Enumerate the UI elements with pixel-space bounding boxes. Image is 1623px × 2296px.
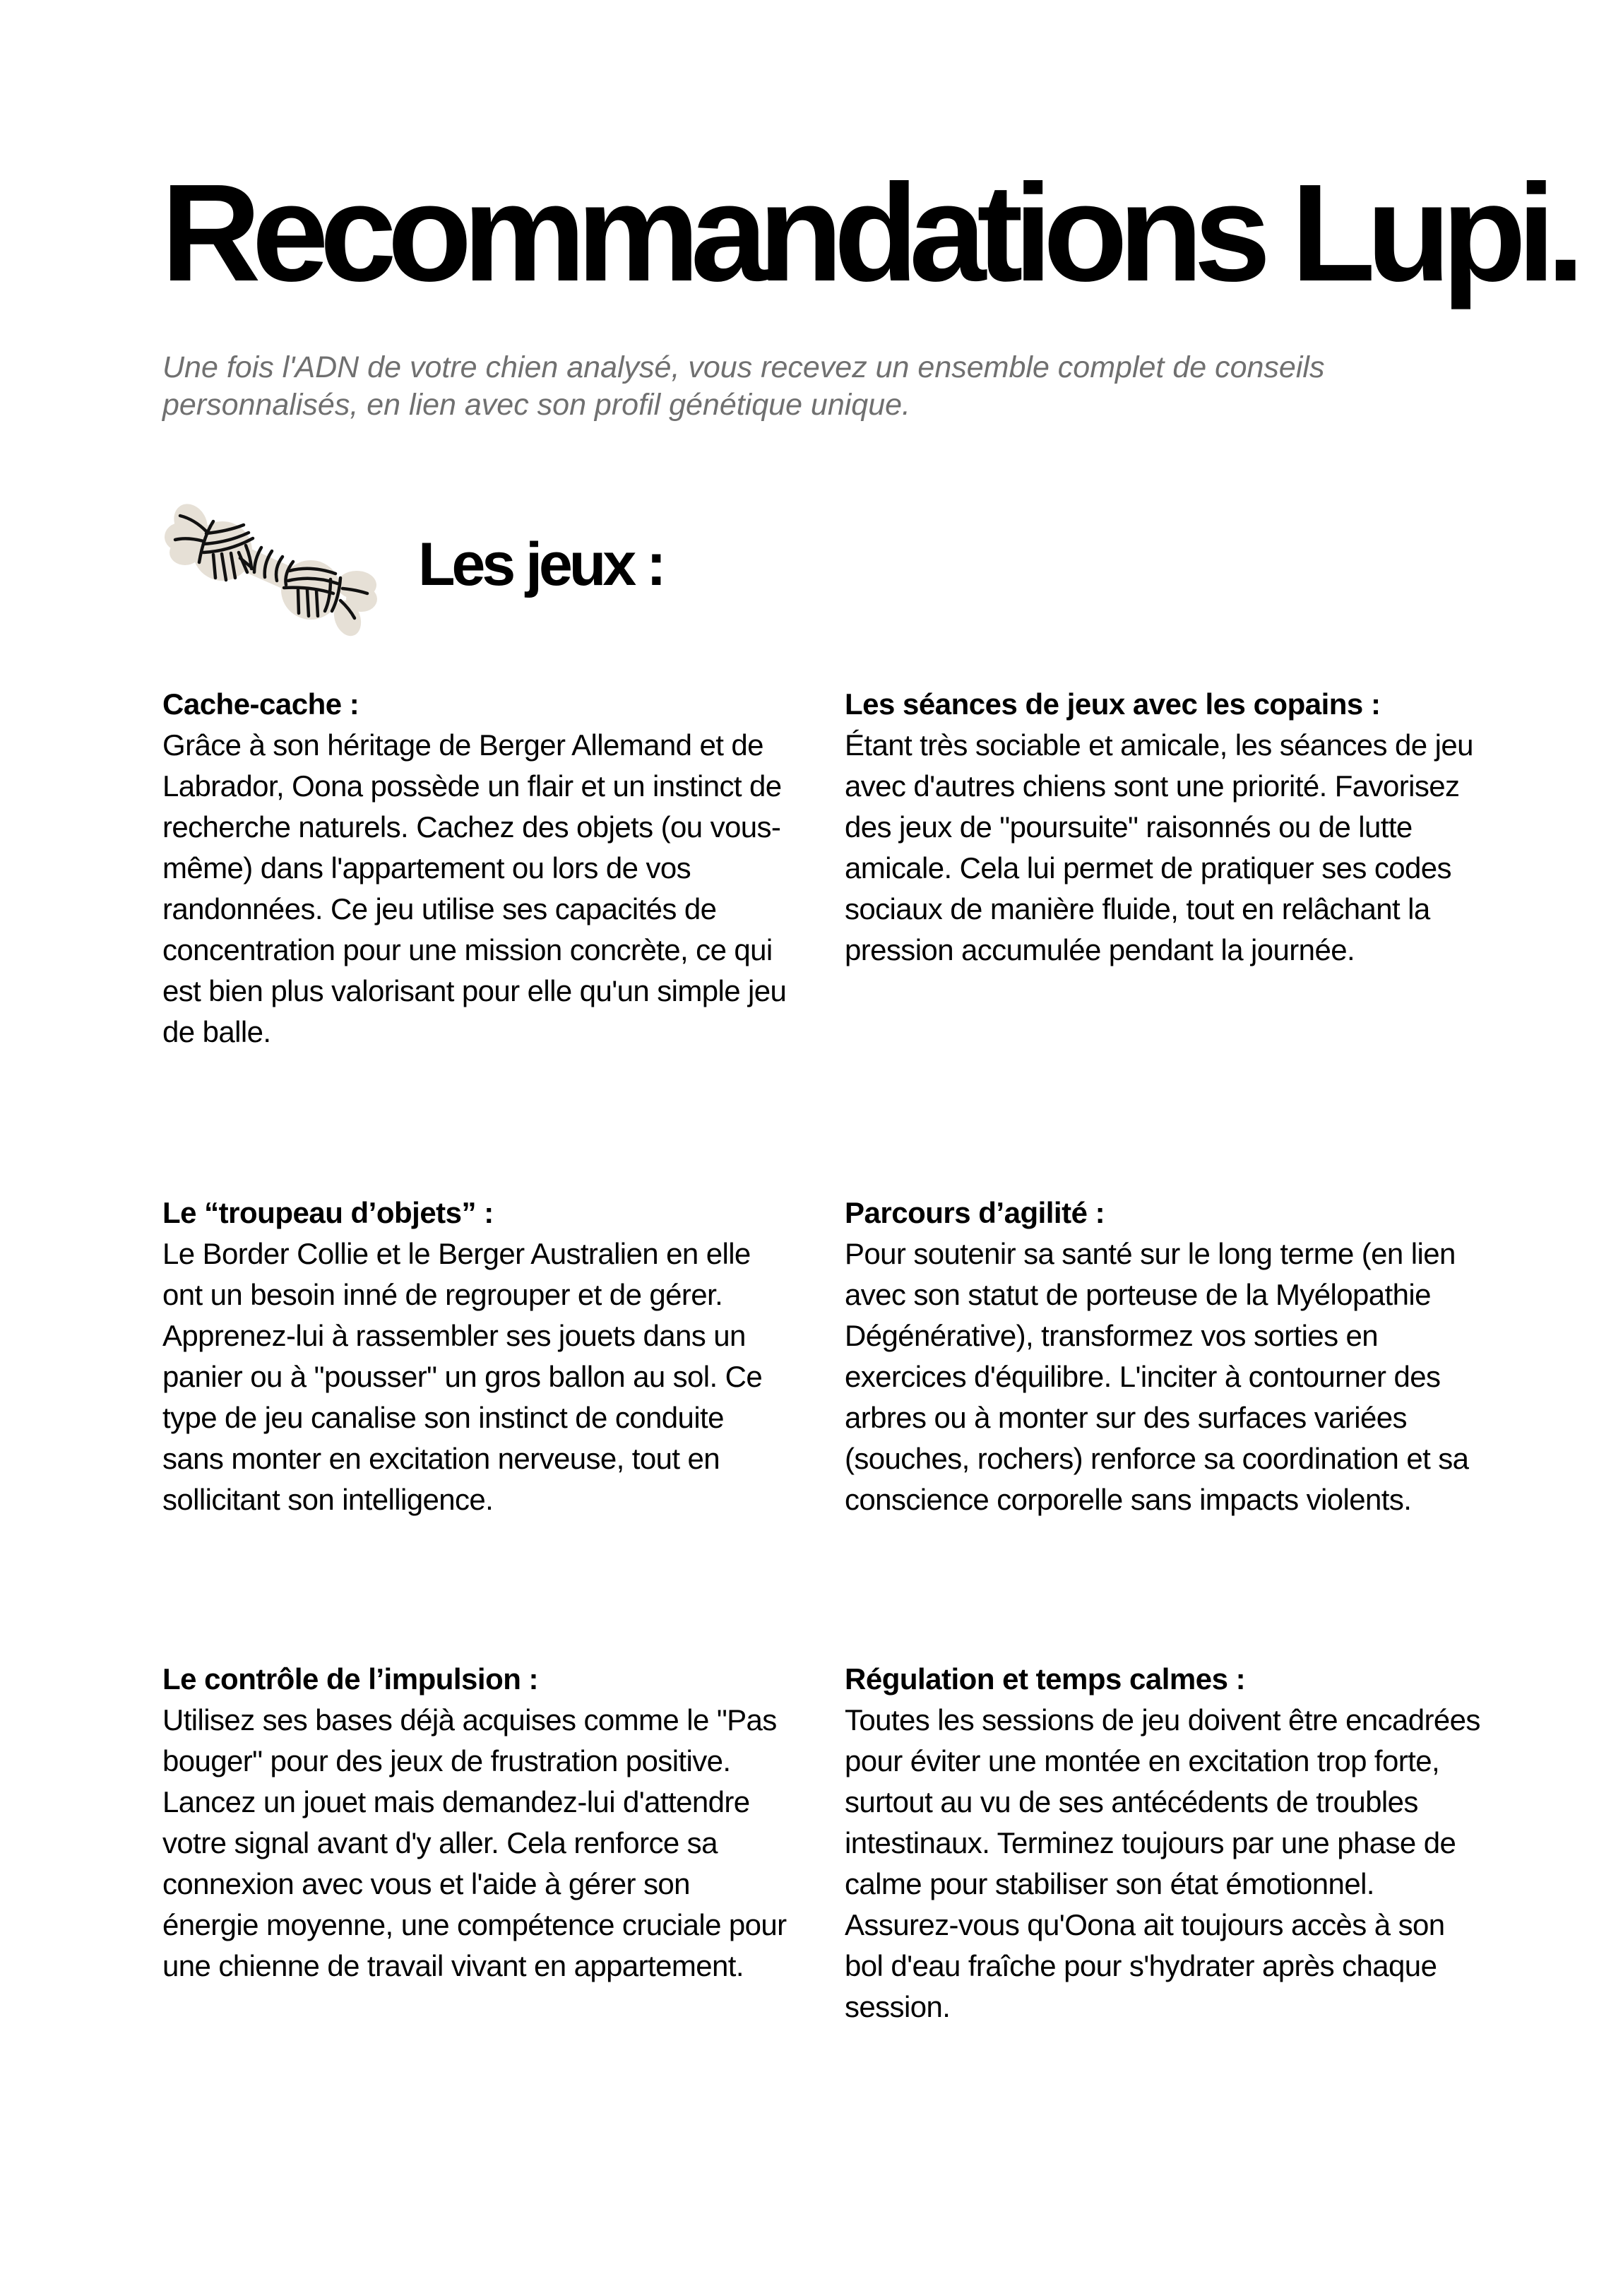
section-header-games — [162, 495, 869, 650]
card-body: Le Border Collie et le Berger Australien en elle ont un besoin inné de regrouper et de gérer. Apprenez-lui à rassembler ses jouets dans un panier ou à "pousser" un gros ballon au sol. Ce type de jeu canalise son instinct de conduite sans monter en excitation nerveuse, tout en sollicitant son intelligence. — [162, 1237, 763, 1516]
card-title: Parcours d’agilité : — [845, 1196, 1105, 1229]
card-title: Les séances de jeux avec les copains : — [845, 687, 1381, 721]
game-card-social-play — [845, 684, 1480, 971]
game-card-calm-regulation — [845, 1659, 1480, 2028]
card-title: Le contrôle de l’impulsion : — [162, 1662, 539, 1696]
card-title: Régulation et temps calmes : — [845, 1662, 1246, 1696]
card-body: Étant très sociable et amicale, les séances de jeu avec d'autres chiens sont une priorité. Favorisez des jeux de "poursuite" raisonnés ou de lutte amicale. Cela lui permet de pratiquer ses codes sociaux de manière fluide, tout en relâchant la pression accumulée pendant la journée. — [845, 728, 1473, 966]
game-card-herding-objects — [162, 1193, 791, 1520]
game-card-impulse-control — [162, 1659, 791, 1987]
card-body: Utilisez ses bases déjà acquises comme le "Pas bouger" pour des jeux de frustration positive. Lancez un jouet mais demandez-lui d'attendre votre signal avant d'y aller. Cela renforce sa connexion avec vous et l'aide à gérer son énergie moyenne, une compétence cruciale pour une chienne de travail vivant en appartement. — [162, 1703, 787, 1982]
section-title: Les jeux : — [418, 531, 663, 598]
rope-toy-icon — [162, 495, 388, 643]
game-card-agility-course — [845, 1193, 1480, 1520]
game-card-cache-cache — [162, 684, 791, 1053]
card-title: Cache-cache : — [162, 687, 359, 721]
card-body: Toutes les sessions de jeu doivent être encadrées pour éviter une montée en excitation trop forte, surtout au vu de ses antécédents de troubles intestinaux. Terminez toujours par une phase de calme pour stabiliser son état émotionnel. Assurez-vous qu'Oona ait toujours accès à son bol d'eau fraîche pour s'hydrater après chaque session. — [845, 1703, 1480, 2023]
card-body: Pour soutenir sa santé sur le long terme (en lien avec son statut de porteuse de la Myélopathie Dégénérative), transformez vos sorties en exercices d'équilibre. L'inciter à contourner des arbres ou à monter sur des surfaces variées (souches, rochers) renforce sa coordination et sa conscience corporelle sans impacts violents. — [845, 1237, 1469, 1516]
card-body: Grâce à son héritage de Berger Allemand et de Labrador, Oona possède un flair et un instinct de recherche naturels. Cachez des objets (ou vous-même) dans l'appartement ou lors de vos randonnées. Ce jeu utilise ses capacités de concentration pour une mission concrète, ce qui est bien plus valorisant pour elle qu'un simple jeu de balle. — [162, 728, 787, 1048]
card-title: Le “troupeau d’objets” : — [162, 1196, 494, 1229]
page-subtitle: Une fois l'ADN de votre chien analysé, vous recevez un ensemble complet de conseils personnalisés, en lien avec son profil génétique unique. — [162, 350, 1325, 422]
page-title: Recommandations Lupi. — [161, 155, 1576, 310]
